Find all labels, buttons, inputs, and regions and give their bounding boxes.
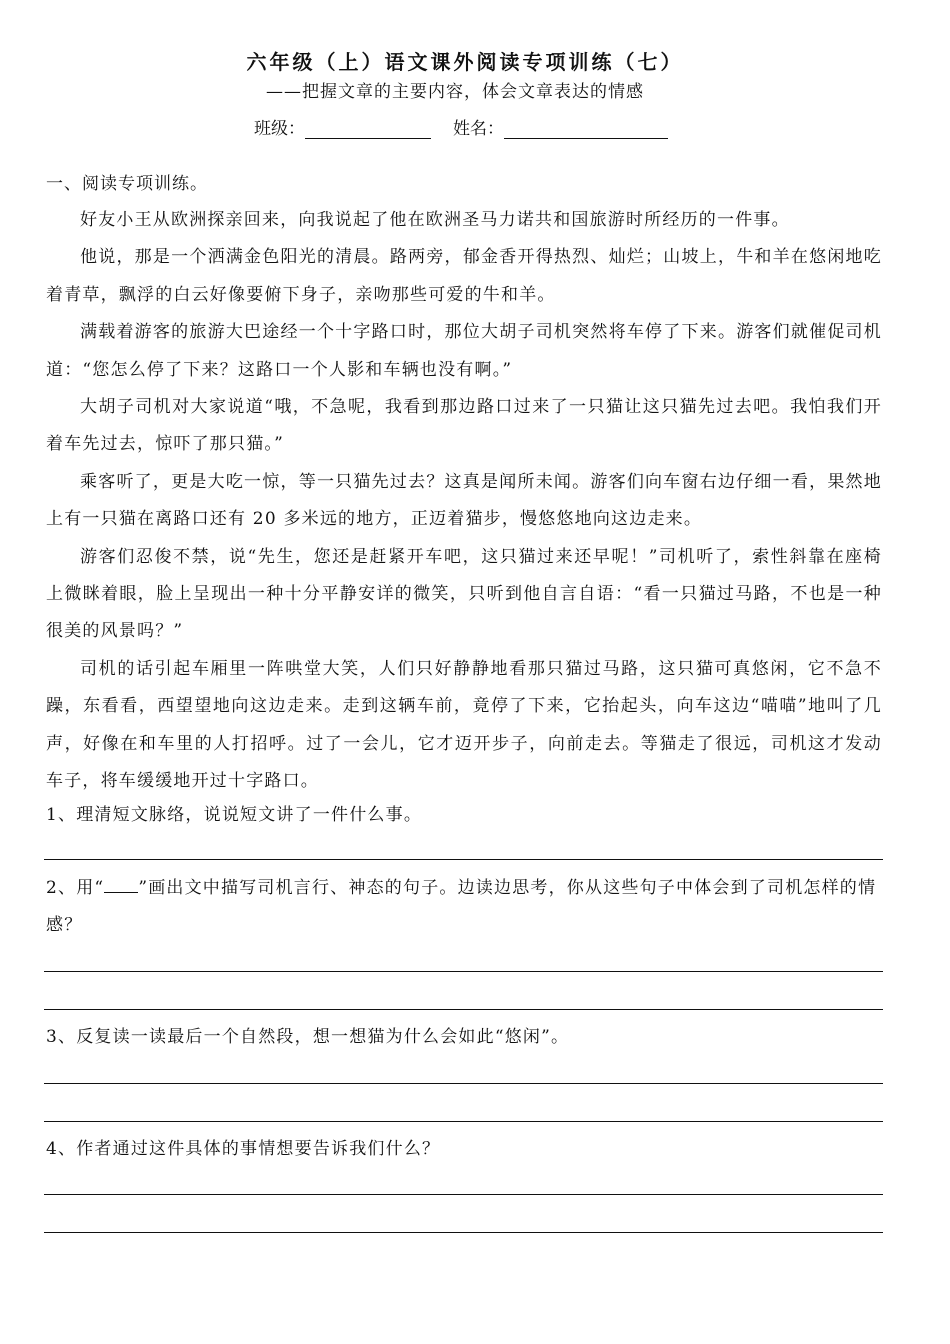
answer-line-q4-1[interactable] [44, 1194, 883, 1195]
question-2-text: ”画出文中描写司机言行、神态的句子。边读边思考，你从这些句子中体会到了司机怎样的情感？ [46, 878, 877, 936]
class-blank-field[interactable] [305, 118, 431, 139]
name-label: 姓名： [453, 119, 504, 139]
passage-paragraph: 满载着游客的旅游大巴途经一个十字路口时，那位大胡子司机突然将车停了下来。游客们就催促司机道：“您怎么停了下来？这路口一个人影和车辆也没有啊。” [46, 322, 882, 380]
answer-line-q2-2[interactable] [44, 1009, 883, 1010]
section-heading: 一、阅读专项训练。 [46, 174, 208, 194]
reading-passage [46, 202, 882, 801]
passage-paragraph: 好友小王从欧洲探亲回来，向我说起了他在欧洲圣马力诺共和国旅游时所经历的一件事。 [80, 210, 790, 230]
answer-line-q3-2[interactable] [44, 1121, 883, 1122]
answer-line-q2-1[interactable] [44, 971, 883, 972]
passage-paragraph: 司机的话引起车厢里一阵哄堂大笑，人们只好静静地看那只猫过马路，这只猫可真悠闲，它不急不躁，东看看，西望望地向这边走来。走到这辆车前，竟停了下来，它抬起头，向车这边“喵喵”地叫了几声，好像在和车里的人打招呼。过了一会儿，它才迈开步子，向前走去。等猫走了很远，司机这才发动车子，将车缓缓地开过十字路口。 [46, 658, 882, 792]
page-subtitle: ——把握文章的主要内容，体会文章表达的情感 [266, 82, 644, 102]
passage-paragraph: 游客们忍俊不禁，说“先生，您还是赶紧开车吧，这只猫过来还早呢！”司机听了，索性斜靠在座椅上微眯着眼，脸上呈现出一种十分平静安详的微笑，只听到他自言自语：“看一只猫过马路，不也是一种很美的风景吗？” [46, 546, 882, 642]
answer-line-q4-2[interactable] [44, 1232, 883, 1233]
passage-paragraph: 他说，那是一个洒满金色阳光的清晨。路两旁，郁金香开得热烈、灿烂；山坡上，牛和羊在悠闲地吃着青草，飘浮的白云好像要俯下身子，亲吻那些可爱的牛和羊。 [46, 247, 882, 305]
question-2-prefix: 2、用“ [46, 878, 105, 898]
question-1: 1、理清短文脉络，说说短文讲了一件什么事。 [46, 805, 423, 825]
passage-paragraph: 乘客听了，更是大吃一惊，等一只猫先过去？这真是闻所未闻。游客们向车窗右边仔细一看，果然地上有一只猫在离路口还有 20 多米远的地方，正迈着猫步，慢悠悠地向这边走来。 [46, 471, 882, 530]
question-3: 3、反复读一读最后一个自然段，想一想猫为什么会如此“悠闲”。 [46, 1027, 570, 1047]
question-2 [46, 870, 882, 945]
page-title: 六年级（上）语文课外阅读专项训练（七） [246, 50, 684, 74]
class-label: 班级： [254, 119, 305, 139]
underline-mark [104, 878, 138, 893]
answer-line-q3-1[interactable] [44, 1083, 883, 1084]
name-blank-field[interactable] [504, 118, 668, 139]
passage-paragraph: 大胡子司机对大家说道“哦，不急呢，我看到那边路口过来了一只猫让这只猫先过去吧。我怕我们开着车先过去，惊吓了那只猫。” [46, 397, 882, 455]
student-info-row [254, 114, 668, 139]
answer-line-q1[interactable] [44, 859, 883, 860]
question-4: 4、作者通过这件具体的事情想要告诉我们什么？ [46, 1139, 441, 1159]
